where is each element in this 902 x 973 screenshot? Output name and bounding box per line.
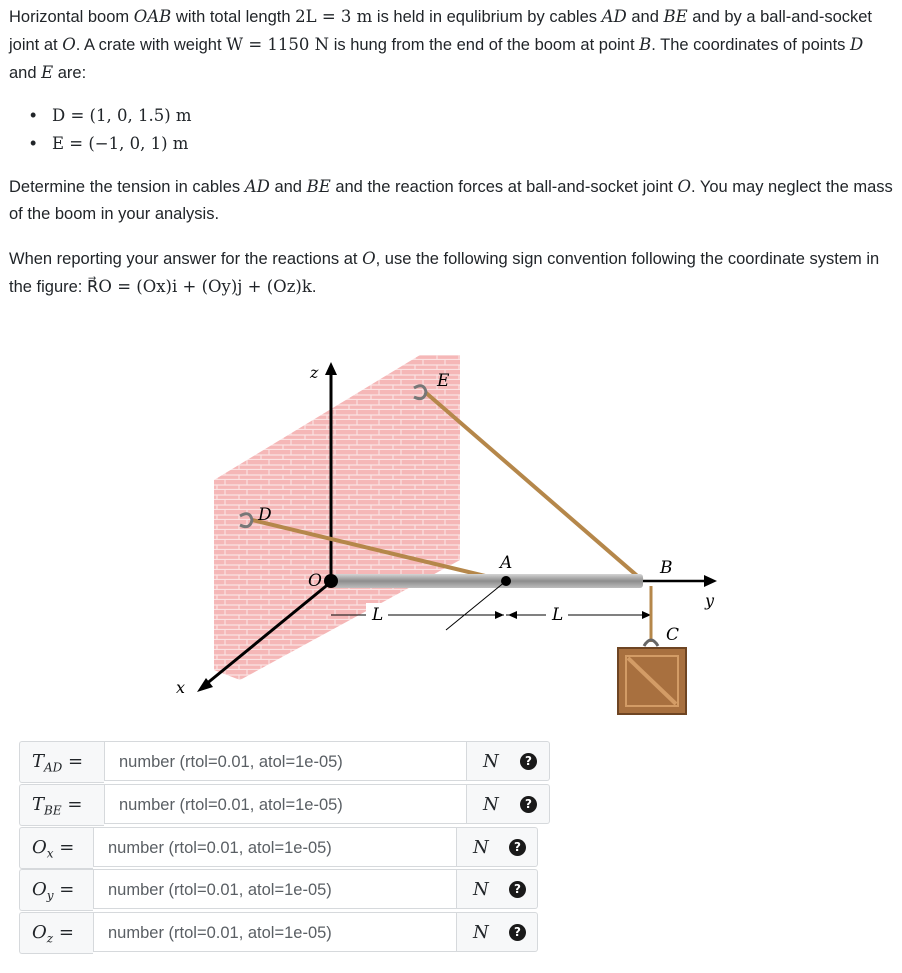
oz-unit-box: [457, 912, 538, 952]
dim-label-l2: L: [552, 605, 564, 625]
x-label: x: [176, 678, 186, 697]
answer-row-tad: [19, 741, 550, 783]
answer-label-oz: $O_z$ =: [19, 912, 93, 954]
oy-help-icon[interactable]: ?: [509, 881, 526, 898]
coordinate-list: [30, 102, 192, 158]
label-c: C: [666, 625, 680, 645]
sign-convention: When reporting your answer for the reactions at O, use the following sign convention following the coordinate system in the figure: R⃗O = (Ox)i + (Oy)j + (Oz)k.: [9, 249, 880, 296]
coordinate-e: • E = (−1, 0, 1) m: [30, 130, 192, 158]
dim-arrow-a-right: [508, 611, 517, 619]
label-b: B: [660, 558, 673, 578]
tbe-unit-box: [467, 784, 550, 824]
ox-unit-box: [457, 827, 538, 867]
z-label: z: [310, 363, 319, 382]
answer-label-tbe: $T_{BE}$ =: [19, 784, 104, 826]
oy-unit-box: [457, 869, 538, 909]
tbe-input[interactable]: number (rtol=0.01, atol=1e-05): [104, 784, 467, 824]
answer-row-ox: [19, 827, 538, 869]
oy-unit: N: [473, 879, 489, 900]
label-o: O: [308, 571, 322, 591]
problem-task: Determine the tension in cables AD and BE and the reaction forces at ball-and-socket joint O. You may neglect the mass of the boom in your analysis.: [9, 177, 893, 223]
answer-label-oy: $O_y$ =: [19, 869, 93, 911]
ox-unit: N: [473, 837, 489, 858]
tad-unit-box: [467, 741, 550, 781]
tad-help-icon[interactable]: ?: [520, 753, 537, 770]
answer-row-tbe: [19, 784, 550, 826]
label-a: A: [500, 553, 513, 573]
tad-input[interactable]: number (rtol=0.01, atol=1e-05): [104, 741, 467, 781]
answer-row-oz: [19, 912, 538, 954]
dim-label-l1: L: [372, 605, 384, 625]
tbe-help-icon[interactable]: ?: [520, 796, 537, 813]
tad-unit: N: [483, 751, 499, 772]
boom: [333, 574, 643, 588]
ox-help-icon[interactable]: ?: [509, 839, 526, 856]
y-label: y: [705, 591, 715, 610]
oz-input[interactable]: number (rtol=0.01, atol=1e-05): [93, 912, 457, 952]
coordinate-d: • D = (1, 0, 1.5) m: [30, 102, 192, 130]
problem-intro: Horizontal boom OAB with total length 2L = 3 m is held in equlibrium by cables AD and BE and by a ball-and-socket joint at O. A crate with weight W = 1150 N is hung from the end of the boom at point B. The coordinates of points D and E are:: [9, 7, 873, 82]
z-axis-arrow: [325, 362, 337, 375]
dim-extension-a: [446, 581, 506, 630]
boom-figure: [170, 330, 730, 730]
answer-label-ox: $O_x$ =: [19, 827, 93, 869]
oz-unit: N: [473, 922, 489, 943]
dim-arrow-a-left: [495, 611, 504, 619]
ox-input[interactable]: number (rtol=0.01, atol=1e-05): [93, 827, 457, 867]
tbe-unit: N: [483, 794, 499, 815]
y-axis-arrow: [704, 575, 717, 587]
label-d: D: [258, 505, 272, 525]
joint-o: [324, 574, 338, 588]
hook-c: [644, 640, 658, 646]
label-e: E: [437, 371, 450, 391]
oz-help-icon[interactable]: ?: [509, 924, 526, 941]
answer-label-tad: $T_{AD}$ =: [19, 741, 104, 783]
answer-row-oy: [19, 869, 538, 911]
oy-input[interactable]: number (rtol=0.01, atol=1e-05): [93, 869, 457, 909]
